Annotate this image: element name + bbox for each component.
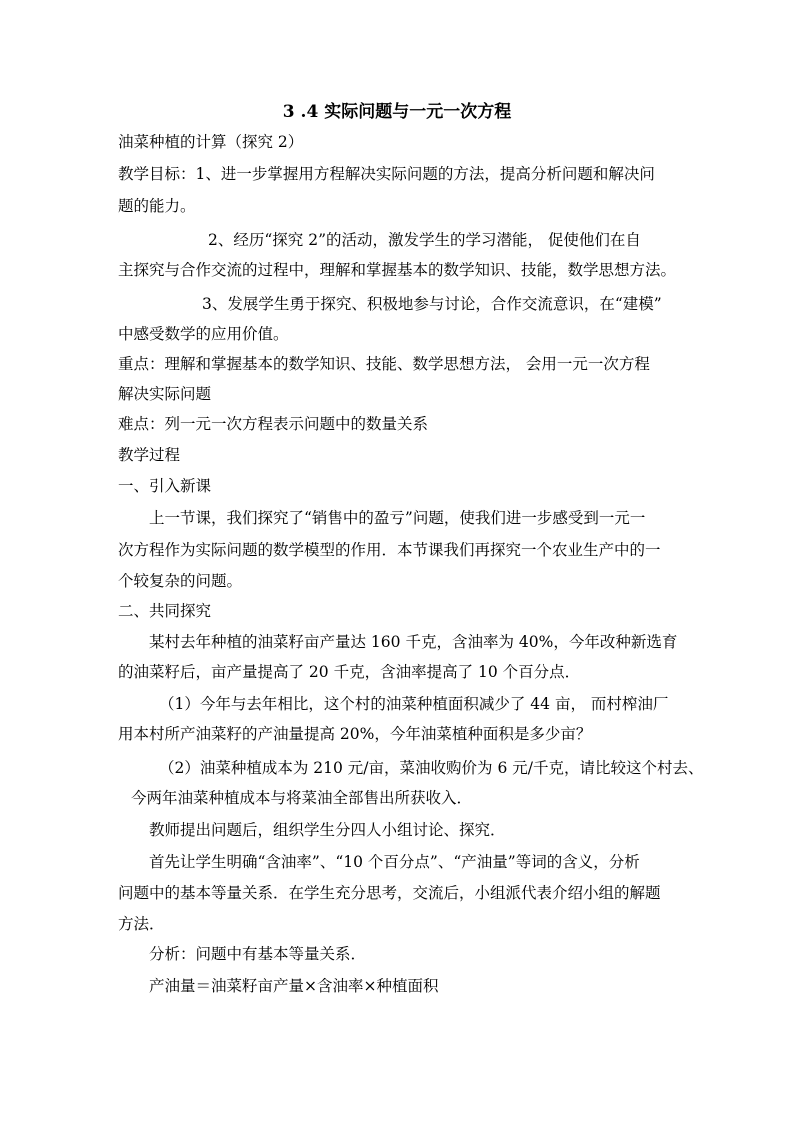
problem-line-2: 的油菜籽后，亩产量提高了 20 千克，含油率提高了 10 个百分点． [118,663,581,681]
section-heading-explore: 二、共同探究 [118,602,212,620]
students-line-2: 问题中的基本等量关系．在学生充分思考，交流后，小组派代表介绍小组的解题 [118,884,661,902]
intro-paragraph-line-1: 上一节课，我们探究了“销售中的盈亏”问题，使我们进一步感受到一元一 [149,509,646,527]
objective-line-1: 教学目标：1、进一步掌握用方程解决实际问题的方法，提高分析问题和解决问 [118,165,655,183]
objective-line-3-cont: 中感受数学的应用价值。 [118,325,289,343]
document-title: 3 .4 实际问题与一元一次方程 [282,102,512,122]
students-line-1: 首先让学生明确“含油率”、“10 个百分点”、“产油量”等词的含义，分析 [149,853,640,871]
students-line-3: 方法． [118,915,165,933]
key-point-line-cont: 解决实际问题 [118,385,212,403]
section-heading-intro: 一、引入新课 [118,477,212,495]
question-2-line-1: （2）油菜种植成本为 210 元/亩，菜油收购价为 6 元/千克，请比较这个村去、 [159,759,704,777]
teacher-line: 教师提出问题后，组织学生分四人小组讨论、探究． [149,821,506,839]
question-1-line-2: 用本村所产油菜籽的产油量提高 20%，今年油菜植种面积是多少亩？ [118,725,592,743]
analysis-line: 分析：问题中有基本等量关系． [149,945,367,963]
objective-line-3: 3、发展学生勇于探究、积极地参与讨论，合作交流意识，在“建模” [202,295,662,313]
subtitle-line: 油菜种植的计算（探究 2） [118,133,304,151]
section-heading-process: 教学过程 [118,446,181,464]
key-point-line: 重点：理解和掌握基本的数学知识、技能、数学思想方法， 会用一元一次方程 [118,355,650,373]
intro-paragraph-line-3: 个较复杂的问题。 [118,572,243,590]
objective-line-1-cont: 题的能力。 [118,197,196,215]
question-1-line-1: （1）今年与去年相比，这个村的油菜种植面积减少了 44 亩， 而村榨油厂 [159,695,669,713]
objective-line-2-cont: 主探究与合作交流的过程中，理解和掌握基本的数学知识、技能，数学思想方法。 [118,261,677,279]
formula-line: 产油量＝油菜籽亩产量×含油率×种植面积 [149,977,439,995]
question-2-line-2: 今两年油菜种植成本与将菜油全部售出所获收入． [131,789,473,807]
difficulty-line: 难点：列一元一次方程表示问题中的数量关系 [118,415,429,433]
intro-paragraph-line-2: 次方程作为实际问题的数学模型的作用．本节课我们再探究一个农业生产中的一 [118,541,661,559]
problem-line-1: 某村去年种植的油菜籽亩产量达 160 千克，含油率为 40%，今年改种新选育 [149,633,678,651]
objective-line-2: 2、经历“探究 2”的活动，激发学生的学习潜能， 促使他们在自 [208,231,641,249]
